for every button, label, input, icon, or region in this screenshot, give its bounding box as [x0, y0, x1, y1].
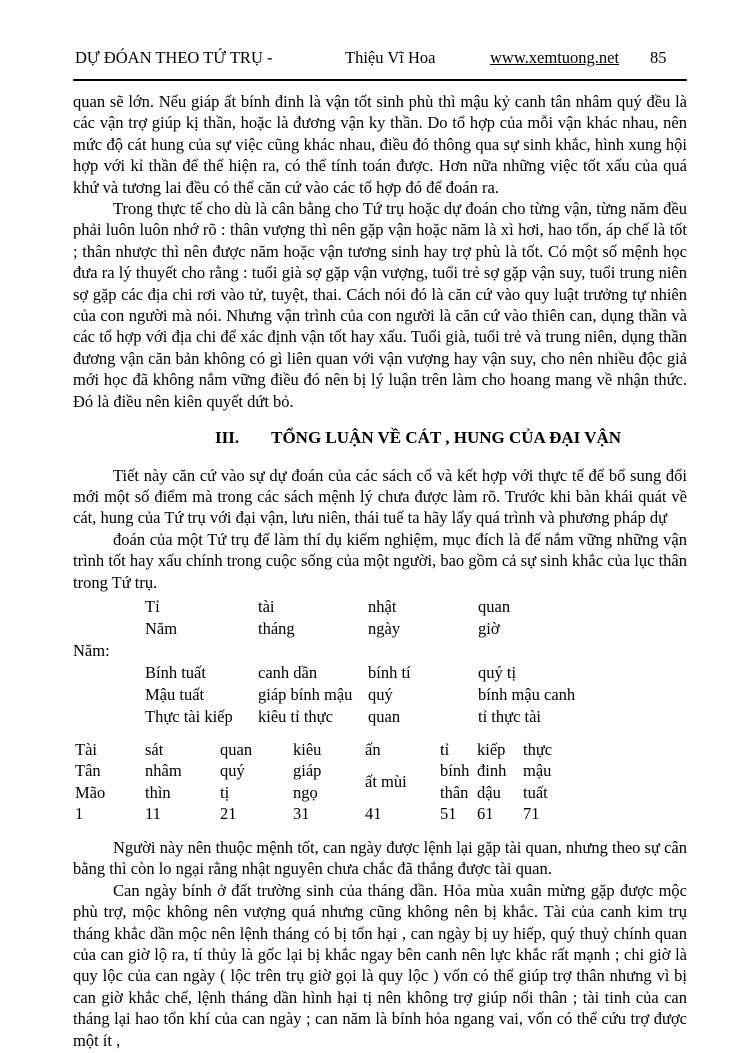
- section-number: III.: [215, 428, 240, 448]
- pillar-star-row: [73, 596, 687, 618]
- header-url-link[interactable]: www.xemtuong.net: [490, 47, 620, 67]
- table-cell: sát: [145, 739, 164, 759]
- table-cell: mậu: [523, 761, 552, 781]
- pillar-hidden-row: [73, 684, 687, 706]
- table-cell: tài: [258, 596, 275, 616]
- table-cell: 61: [477, 804, 494, 824]
- table-cell: quan: [478, 596, 511, 616]
- table-cell: quý tị: [478, 662, 517, 682]
- table-cell: quan: [368, 706, 401, 726]
- table-cell: bính tí: [368, 662, 411, 682]
- table-cell: nhật: [368, 596, 397, 616]
- table-cell: tỉ thực tài: [478, 706, 542, 726]
- year-label: Năm:: [73, 640, 110, 660]
- table-cell: giáp bính mậu: [258, 684, 353, 704]
- table-cell: ấn: [365, 739, 381, 759]
- table-cell: Năm: [145, 618, 178, 638]
- table-cell: 31: [293, 804, 310, 824]
- header-author: Thiệu Vĩ Hoa: [345, 47, 436, 67]
- paragraph-2: Trong thực tế cho dù là cân bằng cho Tứ trụ hoặc dự đoán cho từng vận, từng năm đều phải luôn luôn nhớ rõ : thân vượng thì nên gặp vận hoặc năm là xì hơi, hao tổn, áp chế là tốt ; thân nhược thì nên được năm hoặc vận tương sinh hay trợ phù là tốt. Có một số mệnh học đưa ra lý thuyết cho rằng : tuổi già sợ gặp vận vượng, tuổi trẻ sợ gặp vận suy, tuổi trung niên sợ gặp các địa chi rơi vào tử, tuyệt, thai. Cách nói đó là căn cứ vào quy luật trưởng tự nhiên của con người mà nói. Nhưng vận trình của con người là căn cứ vào thiên can, dụng thần và các tổ hợp với địa chi để xác định vận tốt hay xấu. Tuổi già, tuổi trẻ và trung niên, dụng thần đương vận căn bản không có gì liên quan với vận vượng hay vận suy, cho nên nhiều độc giả mới học đã không nắm vững điều đó nên bị lý luận trên làm cho hoang mang về nhận thức. Đó là điều nên kiên quyết dứt bỏ.: [73, 199, 687, 411]
- table-cell: tỉ: [440, 739, 450, 759]
- paragraph-4: Người này nên thuộc mệnh tốt, can ngày được lệnh lại gặp tài quan, nhưng theo sự cân bằng thì còn lo ngại rằng nhật nguyên chưa chắc đã thắng được tài quan.: [73, 837, 687, 879]
- table-cell: quan: [220, 739, 253, 759]
- table-cell: 21: [220, 804, 237, 824]
- table-cell: Bính tuất: [145, 662, 206, 682]
- table-cell: giáp: [293, 761, 322, 781]
- paragraph-5: Can ngày bính ở đất trường sinh của tháng dần. Hỏa mùa xuân mừng gặp được mộc phù trợ, mộc không nên vượng quá nhưng cũng không nên bị khắc. Tài của canh kim trụ tháng khắc dần mộc nên lệnh tháng có bị tổn hại , can ngày bị uy hiếp, quý thuỷ chính quan của can giờ lộ ra, tí thủy là gốc lại bị khắc ngay bên canh nên lực khắc rất mạnh ; chi giờ là quy lộc của can ngày ( lộc trên trụ giờ gọi là quy lộc ) vốn có thể giúp trợ thân nhưng vì bị can giờ khắc chế, lệnh tháng dần hình hại tị nên không trợ giúp nổi thân ; tài tinh của can tháng lại hao tổn khí của can ngày ; can năm là bính hỏa ngang vai, vốn có thể cứu trợ được một ít ,: [73, 880, 687, 1050]
- table-cell: giờ: [478, 618, 500, 638]
- table-cell: 41: [365, 804, 382, 824]
- table-cell: canh dần: [258, 662, 318, 682]
- table-cell: Thực tài kiếp: [145, 706, 233, 726]
- table-cell: dậu: [477, 782, 501, 802]
- table-cell: kiếp: [477, 739, 506, 759]
- table-cell: kiêu: [293, 739, 322, 759]
- table-cell: 71: [523, 804, 540, 824]
- paragraph-3a: Tiết này căn cứ vào sự dự đoán của các sách cổ và kết hợp với thực tế để bổ sung đổi mới một số điểm mà trong các sách mệnh lý chưa được làm rõ. Trước khi bàn khái quát về cát, hung của Tứ trụ với đại vận, lưu niên, thái tuế ta hãy lấy quá trình và phương pháp dự: [73, 465, 687, 528]
- section-heading: [215, 427, 687, 448]
- table-cell: thực: [523, 739, 553, 759]
- section-title: TỔNG LUẬN VỀ CÁT , HUNG CỦA ĐẠI VẬN: [271, 428, 622, 448]
- table-cell: 1: [75, 804, 84, 824]
- table-cell: bính mậu canh: [478, 684, 576, 704]
- table-cell: bính: [440, 761, 470, 781]
- table-cell: 51: [440, 804, 457, 824]
- table-cell: Mậu tuất: [145, 684, 205, 704]
- table-cell: kiêu tỉ thực: [258, 706, 333, 726]
- table-cell: Tài: [75, 739, 97, 759]
- table-cell: quý: [368, 684, 393, 704]
- table-cell: thìn: [145, 782, 171, 802]
- header-title: DỰ ĐÓAN THEO TỨ TRỤ -: [75, 47, 273, 67]
- table-cell: ngọ: [293, 782, 318, 802]
- pillar-god-row: [73, 706, 687, 728]
- table-cell: 11: [145, 804, 161, 824]
- table-cell: tị: [220, 782, 230, 802]
- page-header: [73, 0, 687, 81]
- table-cell: quý: [220, 761, 245, 781]
- table-cell: tuất: [523, 782, 548, 802]
- table-cell: Mão: [75, 782, 106, 802]
- table-cell-merged: ất mùi: [365, 772, 407, 792]
- pillar-table: [73, 596, 687, 728]
- table-cell: thân: [440, 782, 469, 802]
- paragraph-3b: đoán của một Tứ trụ để làm thí dụ kiểm nghiệm, mục đích là để nắm vững những vận trình tốt hay xấu chính trong cuộc sống của một người, bao gồm cả sự sinh khắc của lục thân trong Tứ trụ.: [73, 529, 687, 592]
- table-cell: đinh: [477, 761, 507, 781]
- pillar-year-label-row: [73, 640, 687, 662]
- table-cell: nhâm: [145, 761, 182, 781]
- table-cell: ngày: [368, 618, 401, 638]
- table-cell: Tân: [75, 761, 101, 781]
- luck-cycle-table: [73, 739, 687, 825]
- table-cell: Tỉ: [145, 596, 160, 616]
- paragraph-1: quan sẽ lớn. Nếu giáp ất bính đinh là vận tốt sinh phù thì mậu kỷ canh tân nhâm quý đều là các vận trợ giúp kị thần, hoặc là đương vận ky thần. Do tổ hợp của mỗi vận khác nhau, nên mức độ cát hung của sự việc cũng khác nhau, điều đó thông qua sự sinh khắc, hình xung hội hợp với kỉ thần để thể hiện ra, có thể tính toán được. Hơn nữa những việc tốt xấu của quá khứ và tương lai đều có thể căn cứ vào các tổ hợp đó để đoán ra.: [73, 92, 687, 197]
- header-page-number: 85: [650, 47, 667, 67]
- table-cell: tháng: [258, 618, 295, 638]
- pillar-unit-row: [73, 618, 687, 640]
- pillar-stem-row: [73, 662, 687, 684]
